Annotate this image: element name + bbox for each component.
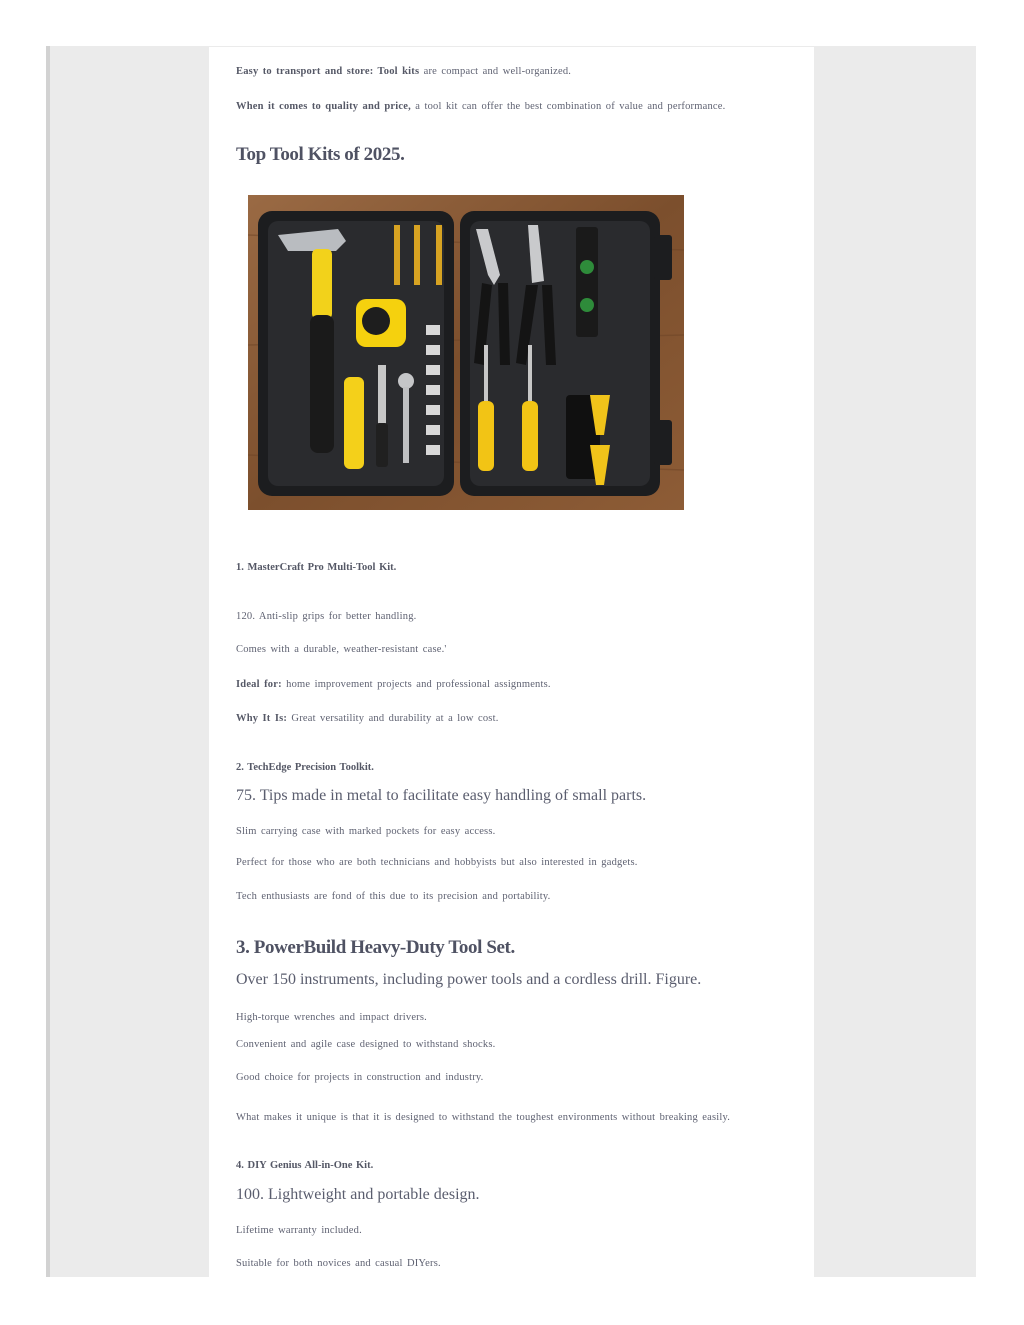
kit-4-lead: 100. Lightweight and portable design. <box>236 1186 480 1203</box>
kit-2-lead: 75. Tips made in metal to facilitate easy handling of small parts. <box>236 787 647 804</box>
kit-1-line-1: 120. Anti-slip grips for better handling. <box>236 611 417 622</box>
intro-paragraph-transport <box>236 66 571 77</box>
kit-2-line-1: Slim carrying case with marked pockets for easy access. <box>236 826 496 837</box>
kit-3-lead: Over 150 instruments, including power tools and a cordless drill. Figure. <box>236 971 702 988</box>
intro-bold-quality: When it comes to quality and price, <box>236 101 411 112</box>
kit-1-heading: 1. MasterCraft Pro Multi-Tool Kit. <box>236 562 397 573</box>
kit-2-line-3: Tech enthusiasts are fond of this due to its precision and portability. <box>236 891 551 902</box>
intro-text-transport: are compact and well-organized. <box>419 66 572 77</box>
kit-3-line-2: Convenient and agile case designed to withstand shocks. <box>236 1039 496 1050</box>
intro-text-quality: a tool kit can offer the best combination of value and performance. <box>410 101 726 112</box>
intro-bold-transport: Easy to transport and store: Tool kits <box>236 66 420 77</box>
kit-1-why <box>236 713 499 724</box>
kit-1-why-label: Why It Is: <box>236 713 288 724</box>
kit-1-ideal-for <box>236 679 551 690</box>
section-title: Top Tool Kits of 2025. <box>236 144 405 165</box>
tool-kit-photo-icon <box>248 195 684 510</box>
kit-1-line-2: Comes with a durable, weather-resistant case.' <box>236 644 447 655</box>
kit-2-heading: 2. TechEdge Precision Toolkit. <box>236 762 374 773</box>
kit-4-heading: 4. DIY Genius All-in-One Kit. <box>236 1160 374 1171</box>
kit-3-heading: 3. PowerBuild Heavy-Duty Tool Set. <box>236 937 515 958</box>
kit-3-line-1: High-torque wrenches and impact drivers. <box>236 1012 427 1023</box>
kit-4-line-2: Suitable for both novices and casual DIYers. <box>236 1258 441 1269</box>
kit-2-line-2: Perfect for those who are both technicians and hobbyists but also interested in gadgets. <box>236 857 638 868</box>
kit-1-ideal-label: Ideal for: <box>236 679 282 690</box>
kit-3-line-3: Good choice for projects in construction and industry. <box>236 1072 484 1083</box>
intro-paragraph-quality <box>236 101 725 112</box>
kit-1-why-text: Great versatility and durability at a low cost. <box>287 713 499 724</box>
kit-1-ideal-text: home improvement projects and professional assignments. <box>281 679 551 690</box>
tool-kit-photo <box>248 195 684 510</box>
kit-4-line-1: Lifetime warranty included. <box>236 1225 362 1236</box>
kit-3-line-4: What makes it unique is that it is designed to withstand the toughest environments without breaking easily. <box>236 1112 731 1123</box>
